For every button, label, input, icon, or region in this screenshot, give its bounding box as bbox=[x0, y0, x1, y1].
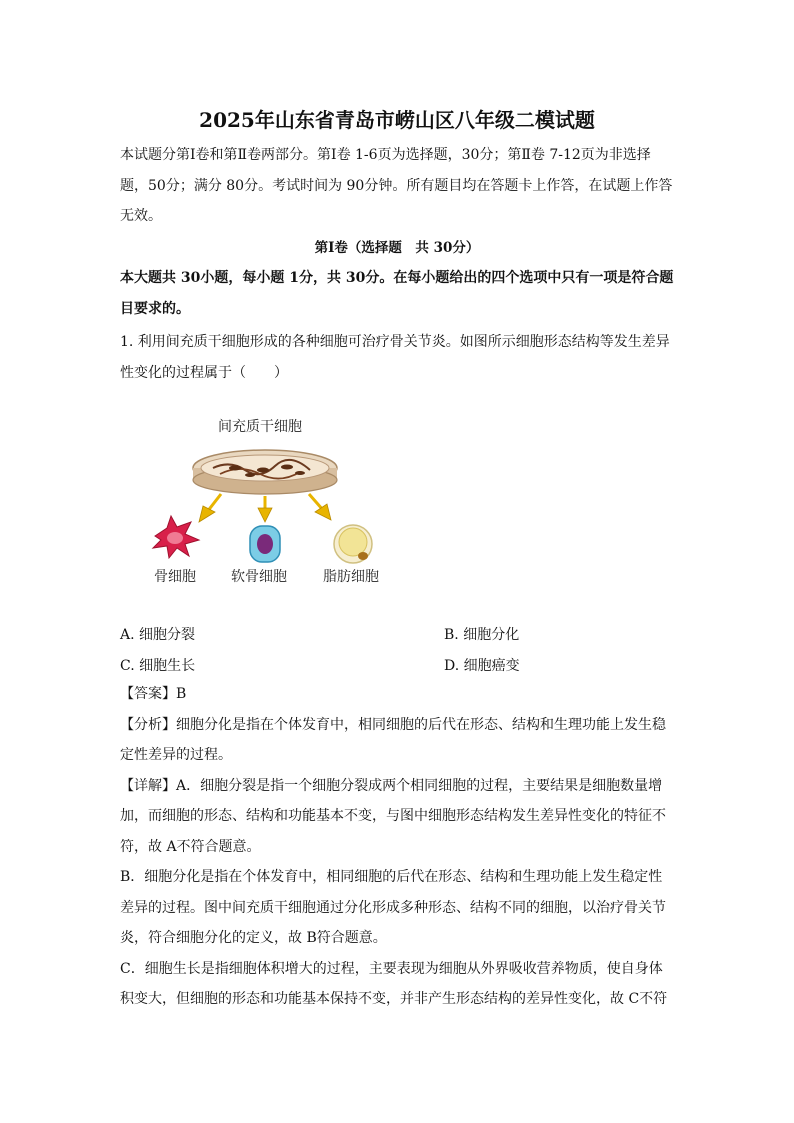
arrow-right-icon bbox=[309, 494, 331, 520]
differentiation-diagram bbox=[135, 432, 395, 582]
intro-paragraph bbox=[120, 140, 674, 232]
option-d: D. 细胞癌变 bbox=[444, 658, 520, 674]
detail-line: 加，而细胞的形态、结构和功能基本不变，与图中细胞形态结构发生差异性变化的特征不 bbox=[120, 808, 666, 824]
petri-dish-icon bbox=[193, 450, 337, 494]
bone-cell-icon bbox=[153, 516, 199, 558]
option-a: A. 细胞分裂 bbox=[120, 627, 196, 643]
detail-line: B．细胞分化是指在个体发育中，相同细胞的后代在形态、结构和生理功能上发生稳定性 bbox=[120, 869, 663, 885]
stem-cell-figure bbox=[135, 408, 395, 593]
detail-line: 差异的过程。图中间充质干细胞通过分化形成多种形态、结构不同的细胞，以治疗骨关节 bbox=[120, 899, 666, 916]
detail-line: 符，故 A不符合题意。 bbox=[120, 838, 261, 855]
detail-line: 积变大，但细胞的形态和功能基本保持不变，并非产生形态结构的差异性变化，故 C不符 bbox=[120, 991, 668, 1007]
analysis-line: 【分析】细胞分化是指在个体发育中，相同细胞的后代在形态、结构和生理功能上发生稳 bbox=[120, 716, 666, 733]
stem-cell-label: 间充质干细胞 bbox=[218, 419, 302, 435]
intro-line: 题，50分；满分 80分。考试时间为 90分钟。所有题目均在答题卡上作答，在试题上作答 bbox=[120, 177, 673, 194]
detail-line: 【详解】A．细胞分裂是指一个细胞分裂成两个相同细胞的过程，主要结果是细胞数量增 bbox=[120, 777, 663, 794]
cartilage-cell-label: 软骨细胞 bbox=[231, 569, 287, 585]
detail-line: 炎，符合细胞分化的定义，故 B符合题意。 bbox=[120, 930, 387, 946]
section-title: 第Ⅰ卷（选择题 共 30分） bbox=[314, 240, 480, 256]
answer-block bbox=[120, 679, 674, 1015]
fat-cell-icon bbox=[334, 525, 372, 563]
detail-line: C．细胞生长是指细胞体积增大的过程，主要表现为细胞从外界吸收营养物质，使自身体 bbox=[120, 960, 663, 977]
exam-title: 2025年山东省青岛市崂山区八年级二模试题 bbox=[199, 108, 595, 132]
instruction-line: 本大题共 30小题，每小题 1分，共 30分。在每小题给出的四个选项中只有一项是符合题 bbox=[120, 270, 674, 286]
arrow-down-icon bbox=[258, 496, 272, 522]
analysis-line: 定性差异的过程。 bbox=[120, 747, 232, 763]
arrow-left-icon bbox=[199, 494, 221, 522]
instruction-line: 目要求的。 bbox=[120, 300, 190, 317]
bone-cell-label: 骨细胞 bbox=[154, 569, 196, 585]
option-c: C. 细胞生长 bbox=[120, 658, 196, 674]
fat-cell-label: 脂肪细胞 bbox=[323, 569, 379, 585]
intro-line: 无效。 bbox=[120, 208, 162, 224]
section-instructions bbox=[120, 263, 674, 324]
answer-line: 【答案】B bbox=[120, 686, 187, 702]
intro-line: 本试题分第Ⅰ卷和第Ⅱ卷两部分。第Ⅰ卷 1-6页为选择题，30分；第Ⅱ卷 7-12页为非选择 bbox=[120, 147, 651, 163]
question-line: 性变化的过程属于（ ） bbox=[120, 364, 288, 381]
cartilage-cell-icon bbox=[250, 526, 280, 562]
question-line: 1. 利用间充质干细胞形成的各种细胞可治疗骨关节炎。如图所示细胞形态结构等发生差异 bbox=[120, 334, 670, 350]
option-b: B. 细胞分化 bbox=[444, 627, 520, 643]
question-1 bbox=[120, 327, 674, 388]
